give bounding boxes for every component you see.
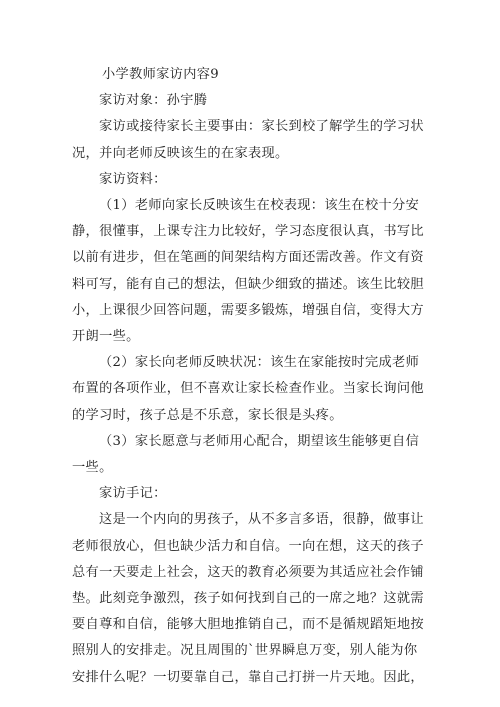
paragraph-line: 要自尊和自信，能够大胆地推销自己，而不是循规蹈矩地按 <box>72 617 424 633</box>
paragraph-line: （1）老师向家长反映该生在校表现：该生在校十分安 <box>99 198 420 214</box>
visit-material-heading: 家访资料： <box>99 171 167 187</box>
paragraph-line: 小，上课很少回答问题，需要多锻炼，增强自信，变得大方 <box>72 302 424 318</box>
visit-notes-heading: 家访手记： <box>99 486 167 502</box>
paragraph-line: 静，很懂事，上课专注力比较好，学习态度很认真，书写比 <box>72 224 424 240</box>
document-title: 小学教师家访内容9 <box>102 67 220 82</box>
paragraph-line: 照别人的安排走。况且周围的`世界瞬息万变，别人能为你 <box>72 643 418 659</box>
paragraph-line: 一些。 <box>72 460 113 476</box>
paragraph-line: 开朗一些。 <box>72 329 140 345</box>
visit-target-line: 家访对象：孙宇腾 <box>99 93 208 109</box>
paragraph-line: 的学习时，孩子总是不乐意，家长很是头疼。 <box>72 407 343 423</box>
paragraph-line: 布置的各项作业，但不喜欢让家长检查作业。当家长询问他 <box>72 381 424 397</box>
paragraph-line: 以前有进步，但在笔画的间架结构方面还需改善。作文有资 <box>72 250 424 266</box>
paragraph-line: 总有一天要走上社会，这天的教育必须要为其适应社会作铺 <box>72 564 424 580</box>
paragraph-line: 这是一个内向的男孩子，从不多言多语，很静，做事让 <box>99 512 424 528</box>
visit-reason-line: 家访或接待家长主要事由：家长到校了解学生的学习状 <box>99 119 424 135</box>
document-body <box>72 62 430 691</box>
paragraph-line: （3）家长愿意与老师用心配合，期望该生能够更自信 <box>99 433 420 449</box>
visit-reason-continuation: 况，并向老师反映该生的在家表现。 <box>72 145 289 161</box>
paragraph-line: 安排什么呢？一切要靠自己，靠自己打拼一片天地。因此， <box>72 669 424 685</box>
paragraph-line: 料可写，能有自己的想法，但缺少细致的描述。该生比较胆 <box>72 276 424 292</box>
paragraph-line: 老师很放心，但也缺少活力和自信。一向在想，这天的孩子 <box>72 538 424 554</box>
paragraph-line: （2）家长向老师反映状况：该生在家能按时完成老师 <box>99 355 420 371</box>
paragraph-line: 垫。此刻竞争激烈，孩子如何找到自己的一席之地？这就需 <box>72 591 424 607</box>
